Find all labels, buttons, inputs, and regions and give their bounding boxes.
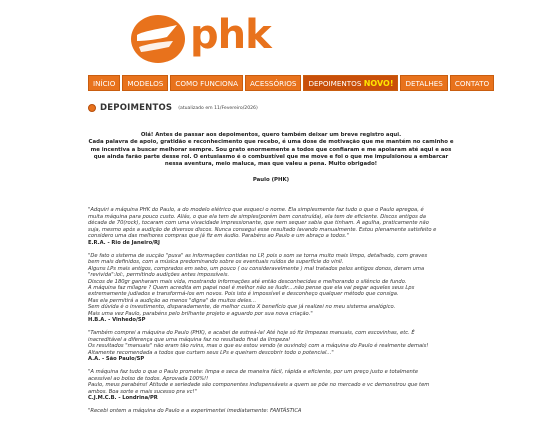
- phk-logo-icon[interactable]: [129, 11, 189, 65]
- testimonial-author: C.J.M.C.B. - Londrina/PR: [88, 395, 158, 402]
- testimonial: [88, 253, 454, 323]
- nav-item-label: INÍCIO: [93, 79, 116, 88]
- intro-signature: Paulo (PHK): [252, 177, 290, 184]
- bullet-icon: [88, 104, 96, 112]
- testimonial-line: "Recebi ontem a máquina do Paulo e a experimentei imediatamente: FANTÁSTICA: [88, 408, 302, 415]
- testimonial-line: muita máquina para pouco custo. Aliás, o que ela tem de simples(porém bem construída), ela tem de eficiente. Discos antigos da: [88, 213, 426, 220]
- intro-line: que ainda farão parte desse rol. O entusiasmo é o combustível que me move e foi o que me impulsionou a embarcar: [93, 153, 449, 160]
- main-content: [88, 103, 454, 422]
- nav-item-label: CONTATO: [454, 79, 490, 88]
- testimonial: [88, 408, 454, 414]
- testimonial-line: Paulo, meus parabéns! Atitude e seriedade são componentes indispensáveis a quem se põe no mercado e vc demonstrou que tem: [88, 382, 430, 389]
- testimonial: [88, 207, 454, 245]
- testimonial-line: ambos. Boa sorte e mais sucesso pra vc!": [88, 388, 197, 395]
- intro-line: me incentiva a buscar melhorar sempre. Sou grato enormemente a todos que confiaram e me apoiaram até aqui e aos: [90, 146, 452, 153]
- nav-item-acessorios[interactable]: [245, 75, 301, 91]
- header: [0, 0, 540, 74]
- intro-line: nessa aventura, meio maluca, mas que valeu a pena. Muito obrigado!: [164, 161, 378, 168]
- nav-item-como-funciona[interactable]: [170, 75, 243, 91]
- nav-item-label: DETALHES: [405, 79, 443, 88]
- nav-item-label: MODELOS: [127, 79, 164, 88]
- intro-message: [88, 132, 454, 168]
- testimonial-line: "A máquina faz tudo o que o Paulo promete: limpa e seca de maneira fácil, rápida e eficiente, por um preço justo e totalmente: [88, 369, 419, 376]
- nav-item-modelos[interactable]: [122, 75, 168, 91]
- testimonial-line: Os resultados "manuais" não eram tão ruins, mas o que eu estou vendo (e ouvindo) com a máquina do Paulo é realmente demais!: [88, 343, 429, 350]
- brand-name[interactable]: phk: [190, 12, 271, 58]
- updated-date: (atualizado em 11/Fevereiro/2026): [178, 105, 258, 111]
- testimonial-line: "Também comprei a máquina do Paulo (PHK), e acabei de estreá-la! Até hoje só fiz limpezas manuais, com escovinhas, etc. É: [88, 330, 415, 337]
- testimonial-list: [88, 207, 454, 414]
- testimonial-line: bem mais definidos, com a música predominando sobre os eventuais ruídos de superfície do vinil.: [88, 259, 344, 266]
- testimonial-line: "Adquiri a máquina PHK do Paulo, a do modelo elétrico que esqueci o nome. Ela simplesmente faz tudo o que o Paulo apregoa, é: [88, 207, 424, 214]
- main-nav: [88, 75, 490, 91]
- testimonial-line: "De fato o sistema de sucção "puxa" as informações contidas no LP, pois o som se torna muito mais limpo, detalhado, com graves: [88, 252, 428, 259]
- testimonial-author: E.R.A. - Rio de Janeiro/RJ: [88, 239, 160, 246]
- nav-item-label: DEPOIMENTOS: [308, 79, 362, 88]
- testimonial-line: Mas ela permitirá a audição ao menos "digna" de muitos deles...: [88, 297, 257, 304]
- page-title: DEPOIMENTOS: [100, 103, 173, 113]
- testimonial-line: suja, mesmo após a audição de diversos discos. Nunca consegui esse resultado lavando manualmente. Estou plenamente satisfeito e: [88, 226, 437, 233]
- nav-item-label: ACESSÓRIOS: [250, 79, 297, 88]
- testimonial-author: H.B.A. - Vinhedo/SP: [88, 316, 146, 323]
- testimonial-line: Mais uma vez Paulo, parabéns pelo brilhante projeto e aguardo por sua nova criação.": [88, 310, 313, 317]
- new-badge: NOVO!: [363, 79, 394, 88]
- intro-line: Cada palavra de apoio, gratidão e reconhecimento que recebo, é uma dose de motivação que me mantém no caminho e: [88, 139, 454, 146]
- testimonial-line: "revivida":lol:, permitindo audições antes impossíveis.: [88, 272, 230, 279]
- testimonial-line: Alguns LPs mais antigos, comprados em sebo, um pouco ( ou consideravelmente ) mal tratados pelos antigos donos, deram uma: [88, 265, 425, 272]
- testimonial-line: extremamente judiados e transformá-los em novos. Pois isto é impossível e desconheço qualquer método que consiga.: [88, 291, 399, 298]
- section-header: [88, 103, 454, 113]
- testimonial-line: acessível ao bolso de todos. Aprovada 100%!!: [88, 375, 209, 382]
- nav-item-inicio[interactable]: [88, 75, 120, 91]
- nav-item-contato[interactable]: [450, 75, 494, 91]
- testimonial-line: A máquina faz milagre ? Quem acredita em papai noel é melhor não se iludir....não pense que ela vai pegar aqueles seus Lps: [88, 284, 415, 291]
- testimonial-line: Sem dúvida é o investimento, disparadamente, de melhor custo X benefício que já realizei no meu sistema analógico.: [88, 304, 396, 311]
- testimonial-line: Discos de 180gr ganharam mais vida, mostrando informações até então desconhecidas e melhorando o silêncio de fundo.: [88, 278, 407, 285]
- testimonial-line: inacreditável a diferença que uma máquina faz no resultado final da limpeza!: [88, 336, 291, 343]
- nav-item-detalhes[interactable]: [400, 75, 447, 91]
- testimonial-line: década de 70(rock), tocaram com uma vivacidade impressionante, que nem sequer sabia que tinham. A agulha, praticamente não: [88, 220, 429, 227]
- testimonial-line: Altamente recomendada a todos que curtam seus LPs e queiram descobrir todo o potencial...": [88, 349, 334, 356]
- testimonial-line: considero uma das melhores compras que já fiz em áudio. Parabéns ao Paulo e um abraço a todos.": [88, 233, 349, 240]
- intro-line: Olá! Antes de passar aos depoimentos, quero também deixar um breve registro aqui.: [140, 132, 402, 138]
- nav-item-depoimentos[interactable]: [303, 75, 398, 91]
- nav-item-label: COMO FUNCIONA: [175, 79, 239, 88]
- testimonial-author: A.A. - São Paulo/SP: [88, 356, 145, 363]
- testimonial: [88, 369, 454, 401]
- testimonial: [88, 330, 454, 362]
